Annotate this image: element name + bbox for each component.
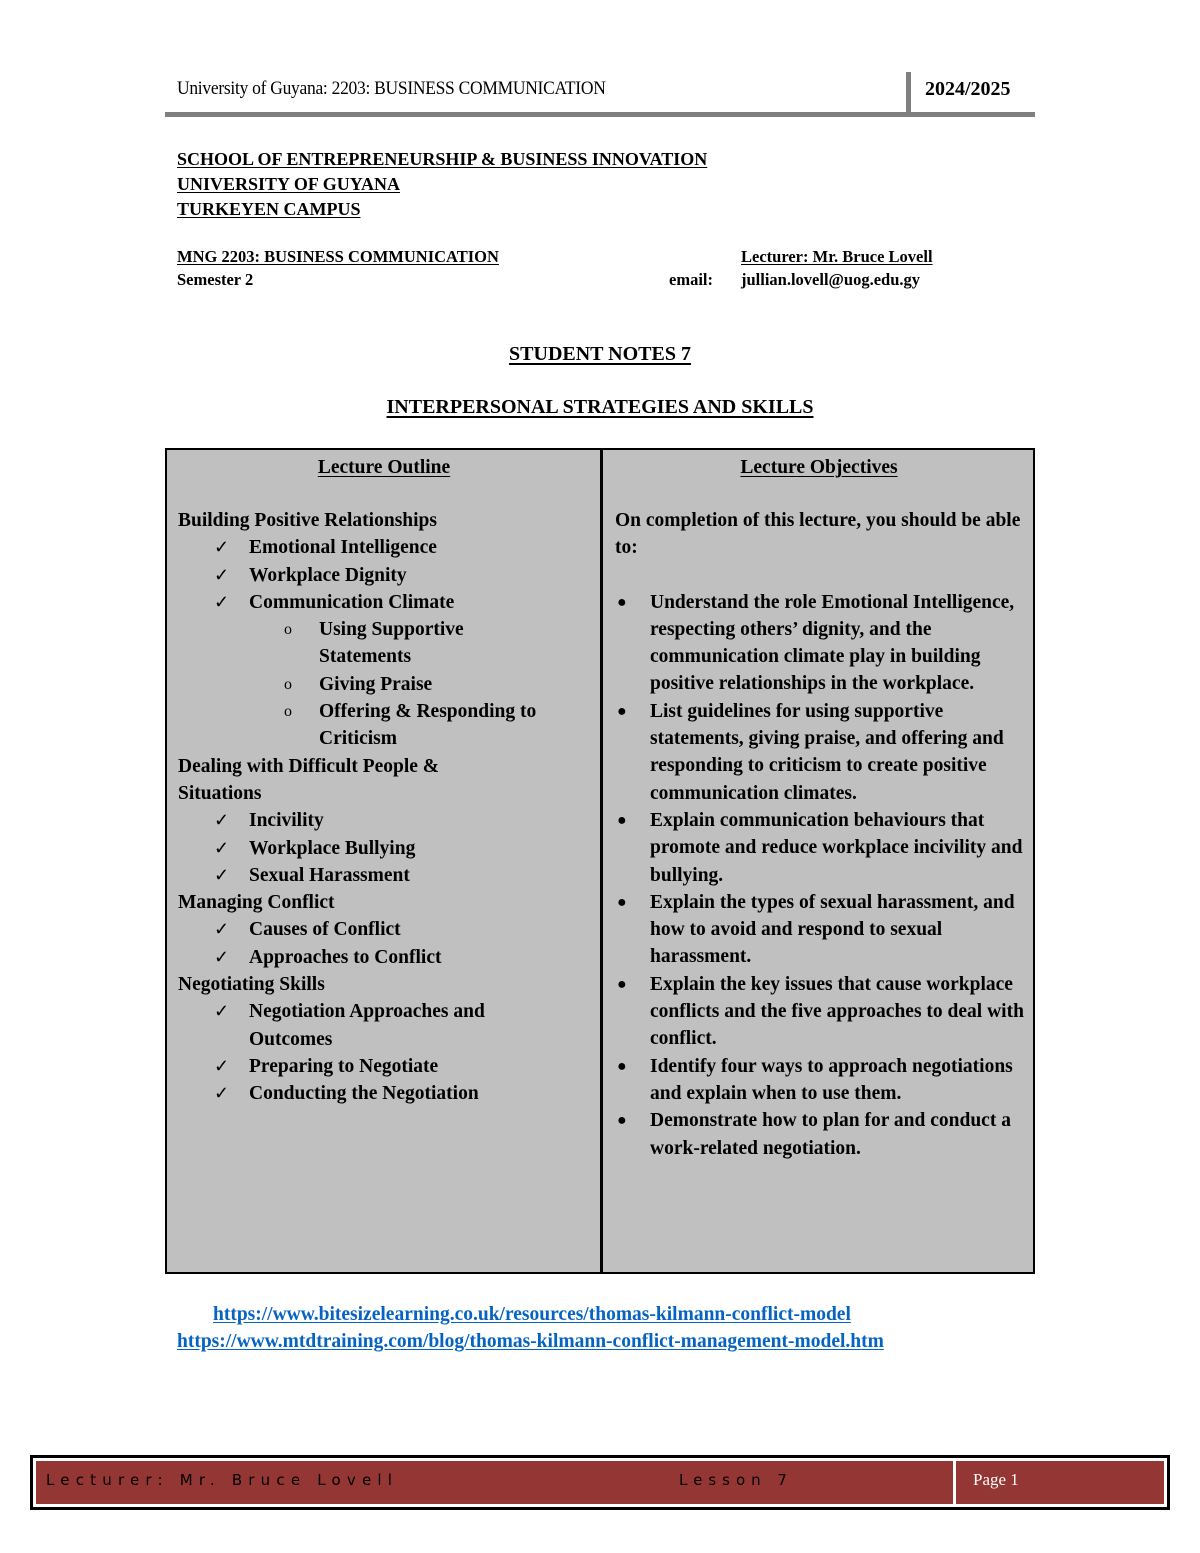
objectives-intro: On completion of this lecture, you should be able to: bbox=[615, 510, 1021, 559]
outline-item bbox=[178, 562, 595, 589]
objective-item bbox=[615, 1107, 1027, 1162]
bullet-icon: ● bbox=[617, 593, 627, 611]
check-icon: ✓ bbox=[214, 591, 230, 612]
outline-item bbox=[178, 1080, 595, 1107]
bullet-icon: ● bbox=[617, 1112, 627, 1130]
outline-item bbox=[178, 835, 595, 862]
outline-item-label: Communication Climate bbox=[249, 591, 455, 613]
bullet-icon: ● bbox=[617, 811, 627, 829]
header-academic-year: 2024/2025 bbox=[925, 78, 1011, 100]
objective-item bbox=[615, 889, 1027, 971]
reference-links bbox=[177, 1301, 937, 1355]
objective-text: Demonstrate how to plan for and conduct a work-related negotiation. bbox=[650, 1110, 1011, 1159]
outline-item-label: Negotiation Approaches and Outcomes bbox=[249, 1001, 485, 1050]
circle-bullet-icon: o bbox=[284, 621, 292, 639]
objective-item bbox=[615, 698, 1027, 807]
outline-item bbox=[178, 807, 595, 834]
outline-subitem-label: Giving Praise bbox=[319, 673, 433, 695]
objective-text: Explain the key issues that cause workplace conflicts and the five approaches to deal with conflict. bbox=[650, 973, 1024, 1050]
outline-header: Lecture Outline bbox=[317, 457, 451, 478]
objectives-list bbox=[615, 507, 1027, 1162]
footer-page-number: Page 1 bbox=[973, 1470, 1019, 1489]
outline-subitem-label: Offering & Responding to Criticism bbox=[319, 701, 537, 750]
institution-block bbox=[177, 147, 707, 222]
check-icon: ✓ bbox=[214, 1083, 230, 1104]
header-course-title: University of Guyana: 2203: BUSINESS COMMUNICATION bbox=[177, 78, 606, 99]
outline-item-label: Emotional Intelligence bbox=[249, 537, 437, 559]
check-icon: ✓ bbox=[214, 837, 230, 858]
lecturer-name: Lecturer: Mr. Bruce Lovell bbox=[741, 247, 933, 266]
header-vertical-rule bbox=[906, 72, 911, 116]
outline-column bbox=[167, 450, 601, 1272]
check-icon: ✓ bbox=[214, 919, 230, 940]
email-label: email: bbox=[669, 270, 713, 289]
outline-subitem bbox=[178, 616, 509, 671]
check-icon: ✓ bbox=[214, 946, 230, 967]
outline-section: Negotiating Skills bbox=[178, 974, 325, 996]
outline-item-label: Causes of Conflict bbox=[249, 919, 401, 941]
outline-list bbox=[178, 507, 595, 1108]
outline-section: Building Positive Relationships bbox=[178, 510, 437, 531]
lecturer-email: jullian.lovell@uog.edu.gy bbox=[741, 270, 921, 289]
outline-item-label: Preparing to Negotiate bbox=[249, 1055, 439, 1077]
circle-bullet-icon: o bbox=[284, 675, 292, 693]
lecture-table bbox=[165, 448, 1035, 1274]
header-horizontal-rule bbox=[165, 112, 1035, 117]
outline-item bbox=[178, 944, 595, 971]
outline-item-label: Sexual Harassment bbox=[249, 864, 410, 886]
topic-title: INTERPERSONAL STRATEGIES AND SKILLS bbox=[386, 396, 814, 418]
objective-text: List guidelines for using supportive statements, giving praise, and offering and responding to criticism to create positive communication climates. bbox=[650, 700, 1004, 804]
outline-item-label: Approaches to Conflict bbox=[249, 946, 442, 968]
outline-subitem bbox=[178, 671, 595, 698]
running-header bbox=[165, 72, 1035, 118]
outline-subitem-label: Using Supportive Statements bbox=[319, 619, 464, 668]
circle-bullet-icon: o bbox=[284, 703, 292, 721]
bullet-icon: ● bbox=[617, 893, 627, 911]
check-icon: ✓ bbox=[214, 1055, 230, 1076]
outline-item-label: Workplace Bullying bbox=[249, 837, 416, 859]
objective-item bbox=[615, 807, 1027, 889]
outline-item-label: Conducting the Negotiation bbox=[249, 1083, 479, 1105]
bullet-icon: ● bbox=[617, 1057, 627, 1075]
outline-subitem bbox=[178, 698, 589, 753]
check-icon: ✓ bbox=[214, 864, 230, 885]
footer-band bbox=[36, 1461, 1164, 1504]
link-bitesize-learning[interactable]: https://www.bitesizelearning.co.uk/resources/thomas-kilmann-conflict-model bbox=[213, 1304, 851, 1325]
objectives-column bbox=[605, 450, 1033, 1272]
outline-item-label: Workplace Dignity bbox=[249, 564, 407, 586]
outline-item-label: Incivility bbox=[249, 810, 324, 832]
outline-item bbox=[178, 862, 595, 889]
outline-item bbox=[178, 589, 595, 616]
objective-item bbox=[615, 971, 1027, 1053]
semester-label: Semester 2 bbox=[177, 270, 254, 289]
objective-text: Explain the types of sexual harassment, and how to avoid and respond to sexual harassment. bbox=[650, 891, 1015, 968]
outline-item bbox=[178, 534, 595, 561]
campus-name: TURKEYEN CAMPUS bbox=[177, 199, 361, 219]
objective-item bbox=[615, 1053, 1027, 1108]
footer-lesson: Lesson 7 bbox=[679, 1471, 793, 1489]
check-icon: ✓ bbox=[214, 810, 230, 831]
page-footer bbox=[30, 1455, 1170, 1510]
bullet-icon: ● bbox=[617, 702, 627, 720]
check-icon: ✓ bbox=[214, 564, 230, 585]
objective-text: Identify four ways to approach negotiations and explain when to use them. bbox=[650, 1055, 1013, 1104]
check-icon: ✓ bbox=[214, 1001, 230, 1022]
outline-section: Dealing with Difficult People & Situations bbox=[178, 755, 440, 804]
outline-item bbox=[178, 1053, 595, 1080]
outline-section: Managing Conflict bbox=[178, 892, 335, 914]
school-name: SCHOOL OF ENTREPRENEURSHIP & BUSINESS INNOVATION bbox=[177, 149, 708, 169]
check-icon: ✓ bbox=[214, 537, 230, 558]
objective-text: Explain communication behaviours that promote and reduce workplace incivility and bullying. bbox=[650, 809, 1023, 886]
footer-lecturer: Lecturer: Mr. Bruce Lovell bbox=[46, 1471, 399, 1489]
link-mtd-training[interactable]: https://www.mtdtraining.com/blog/thomas-kilmann-conflict-management-model.htm bbox=[177, 1331, 884, 1352]
university-name: UNIVERSITY OF GUYANA bbox=[177, 174, 401, 194]
course-code-title: MNG 2203: BUSINESS COMMUNICATION bbox=[177, 247, 499, 266]
footer-separator bbox=[953, 1461, 956, 1504]
objective-text: Understand the role Emotional Intelligence, respecting others’ dignity, and the communication climate play in building positive relationships in the workplace. bbox=[650, 591, 1015, 695]
outline-item bbox=[178, 916, 595, 943]
notes-title: STUDENT NOTES 7 bbox=[509, 343, 691, 365]
objective-item bbox=[615, 589, 1027, 698]
objectives-header: Lecture Objectives bbox=[740, 457, 898, 478]
bullet-icon: ● bbox=[617, 975, 627, 993]
outline-item bbox=[178, 998, 549, 1053]
